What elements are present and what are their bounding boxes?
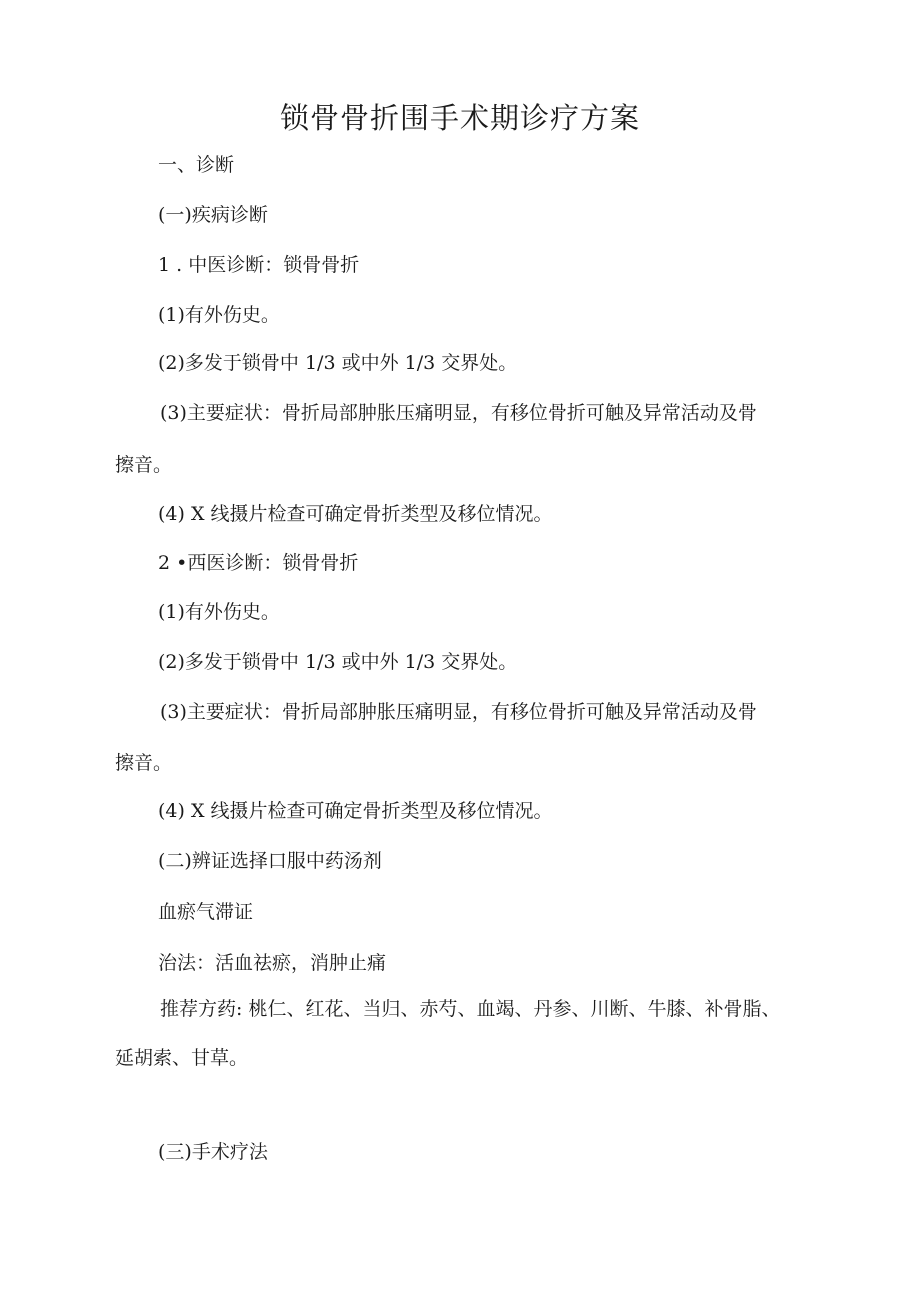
- western-diagnosis: 2 •西医诊断：锁骨骨折: [158, 552, 359, 574]
- treatment-method: 治法：活血祛瘀，消肿止痛: [158, 952, 387, 974]
- document-title: 锁骨骨折围手术期诊疗方案: [279, 101, 640, 135]
- western-item-3: (3)主要症状：骨折局部肿胀压痛明显，有移位骨折可触及异常活动及骨: [160, 701, 757, 723]
- tcm-item-3-continued: 擦音。: [115, 454, 173, 476]
- subheading-surgical-treatment: (三)手术疗法: [158, 1141, 268, 1163]
- western-item-3-continued: 擦音。: [115, 752, 173, 774]
- subheading-disease-diagnosis: (一)疾病诊断: [158, 204, 268, 226]
- tcm-item-2: (2)多发于锁骨中 1/3 或中外 1/3 交界处。: [158, 352, 518, 374]
- heading-diagnosis: 一、诊断: [158, 154, 235, 176]
- tcm-item-4: (4) X 线摄片检查可确定骨折类型及移位情况。: [158, 503, 553, 525]
- western-item-1: (1)有外伤史。: [158, 601, 280, 623]
- recommended-formula-continued: 延胡索、甘草。: [115, 1047, 249, 1069]
- western-item-4: (4) X 线摄片检查可确定骨折类型及移位情况。: [158, 800, 553, 822]
- syndrome-name: 血瘀气滞证: [158, 901, 254, 923]
- western-item-2: (2)多发于锁骨中 1/3 或中外 1/3 交界处。: [158, 651, 518, 673]
- recommended-formula: 推荐方药: 桃仁、红花、当归、赤芍、血竭、丹参、川断、牛膝、补骨脂、: [160, 998, 781, 1020]
- tcm-item-1: (1)有外伤史。: [158, 304, 280, 326]
- tcm-diagnosis: 1 . 中医诊断：锁骨骨折: [158, 254, 360, 276]
- tcm-item-3: (3)主要症状：骨折局部肿胀压痛明显，有移位骨折可触及异常活动及骨: [160, 402, 757, 424]
- subheading-syndrome-differentiation: (二)辨证选择口服中药汤剂: [158, 850, 382, 872]
